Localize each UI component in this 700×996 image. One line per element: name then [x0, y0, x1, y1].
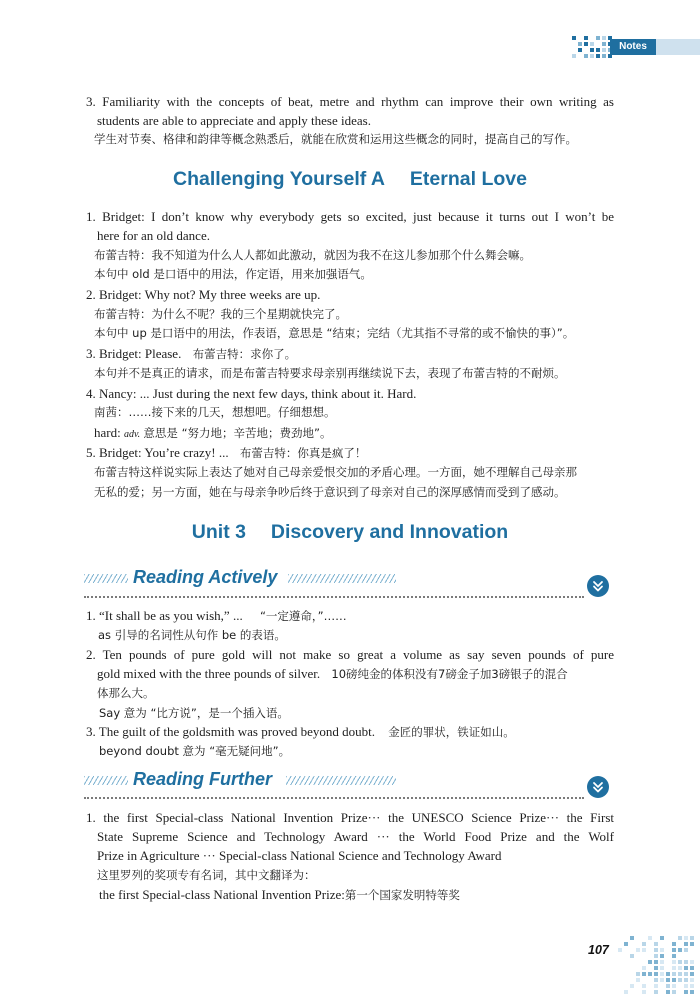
actively-note-2-line-3: 体那么大。	[97, 686, 155, 700]
actively-note-3-en: 3. The guilt of the goldsmith was proved beyond doubt.	[86, 724, 375, 739]
pixel-square	[602, 42, 606, 46]
double-chevron-down-icon[interactable]	[587, 575, 609, 597]
challenge-note-5-en: 5. Bridget: You’re crazy! ...	[86, 445, 229, 460]
actively-note-2-cn: 10磅纯金的体积没有7磅金子加3磅银子的混合	[331, 667, 568, 681]
challenge-note-1-line-1: 1. Bridget: I don’t know why everybody gets so excited, just because it turns out I won’t be	[86, 209, 614, 224]
pixel-square	[684, 972, 688, 976]
divider-dotted-further	[84, 797, 584, 799]
pixel-square	[690, 978, 694, 982]
challenge-note-5-cn: 布蕾吉特：你真是疯了！	[239, 446, 367, 460]
pixel-square	[678, 936, 682, 940]
pixel-square	[578, 48, 582, 52]
pixel-square	[672, 972, 676, 976]
pixel-square	[666, 978, 670, 982]
pixel-square	[602, 54, 606, 58]
divider-dotted-actively	[84, 596, 584, 598]
pixel-square	[596, 54, 600, 58]
pixel-square	[636, 948, 640, 952]
pixel-square	[660, 960, 664, 964]
pixel-square	[602, 48, 606, 52]
pixel-square	[678, 978, 682, 982]
challenge-note-1-explanation: 本句中 old 是口语中的用法，作定语，用来加强语气。	[94, 267, 372, 281]
actively-note-1-explanation: as 引导的名词性从句作 be 的表语。	[98, 628, 286, 642]
pixel-square	[654, 942, 658, 946]
pixel-square	[642, 942, 646, 946]
pixel-square	[660, 972, 664, 976]
pixel-square	[666, 972, 670, 976]
pixel-square	[660, 936, 664, 940]
pixel-square	[654, 990, 658, 994]
pixel-square	[684, 936, 688, 940]
challenge-note-4-hard	[94, 423, 332, 444]
pixel-square	[578, 42, 582, 46]
pixel-square	[572, 36, 576, 40]
page-number: 107	[588, 943, 609, 957]
pixel-square	[642, 990, 646, 994]
challenge-note-2: 2. Bridget: Why not? My three weeks are up.	[86, 287, 321, 302]
pixel-pattern-decoration	[618, 936, 700, 996]
pixel-square	[636, 972, 640, 976]
pixel-square	[654, 984, 658, 988]
pixel-square	[684, 948, 688, 952]
actively-note-1	[86, 606, 347, 626]
note-3-line-2: students are able to appreciate and apply these ideas.	[97, 113, 371, 128]
pixel-square	[648, 936, 652, 940]
section-title-challenging: Challenging Yourself A Eternal Love	[173, 168, 527, 190]
further-note-1-translation	[99, 885, 460, 905]
pixel-square	[654, 972, 658, 976]
pixel-square	[660, 954, 664, 958]
pixel-square	[648, 972, 652, 976]
pixel-square	[690, 990, 694, 994]
pixel-square	[660, 948, 664, 952]
section-title-reading-further: Reading Further	[133, 769, 273, 789]
challenge-note-3	[86, 344, 296, 364]
pixel-square	[690, 984, 694, 988]
challenge-note-3-en: 3. Bridget: Please.	[86, 346, 182, 361]
say-note: Say 意为 “比方说”，是一个插入语。	[99, 706, 289, 720]
pixel-square	[684, 966, 688, 970]
challenge-note-5	[86, 443, 366, 463]
pixel-square	[690, 966, 694, 970]
pixel-square	[624, 990, 628, 994]
actively-note-2-explanation	[99, 703, 289, 723]
adv-label: adv.	[123, 429, 141, 440]
pixel-square	[630, 936, 634, 940]
pixel-square	[642, 984, 646, 988]
further-note-1-line-1: 1. the first Special-class National Invention Prize··· the UNESCO Science Prize··· the First	[86, 810, 614, 825]
pixel-square	[678, 948, 682, 952]
pixel-square	[584, 42, 588, 46]
further-note-1-line-2: State Supreme Science and Technology Award ··· the World Food Prize and the Wolf	[97, 829, 614, 844]
stripe-left-actively	[84, 574, 128, 583]
pixel-square	[636, 978, 640, 982]
unit-title: Unit 3 Discovery and Innovation	[191, 521, 509, 543]
hard-word: hard:	[94, 425, 121, 440]
pixel-square	[690, 972, 694, 976]
stripe-right-further	[286, 776, 396, 785]
pixel-square	[672, 942, 676, 946]
pixel-square	[654, 954, 658, 958]
pixel-square	[654, 960, 658, 964]
pixel-square	[678, 972, 682, 976]
pixel-square	[672, 978, 676, 982]
pixel-square	[654, 948, 658, 952]
pixel-square	[590, 42, 594, 46]
challenge-note-5-explanation-2: 无私的爱；另一方面，她在与母亲争吵后终于意识到了母亲对自己的深厚感情而受到了感动。	[94, 485, 566, 499]
prize-en: the first Special-class National Invention Prize:	[99, 887, 345, 902]
stripe-left-further	[84, 776, 128, 785]
further-note-1-intro: 这里罗列的奖项专有名词，其中文翻译为：	[97, 868, 316, 882]
prize-cn: 第一个国家发明特等奖	[344, 888, 460, 902]
actively-note-1-cn: “一定遵命，”……	[259, 609, 347, 623]
actively-note-2-line-1: 2. Ten pounds of pure gold will not make so great a volume as say seven pounds of pure	[86, 647, 614, 662]
pixel-square	[602, 36, 606, 40]
actively-note-3	[86, 722, 515, 742]
pixel-square	[672, 984, 676, 988]
challenge-note-4-translation: 南茜：……接下来的几天，想想吧。仔细想想。	[94, 405, 336, 419]
pixel-square	[666, 984, 670, 988]
pixel-square	[684, 942, 688, 946]
pixel-square	[678, 966, 682, 970]
pixel-square	[584, 54, 588, 58]
actively-note-1-en: 1. “It shall be as you wish,” ...	[86, 608, 243, 623]
pixel-square	[666, 990, 670, 994]
pixel-square	[642, 948, 646, 952]
notes-tag: Notes	[610, 39, 656, 55]
pixel-square	[630, 954, 634, 958]
pixel-square	[660, 966, 664, 970]
beyond-doubt-note: beyond doubt 意为 “毫无疑问地”。	[99, 744, 291, 758]
challenge-note-2-translation: 布蕾吉特：为什么不呢？我的三个星期就快完了。	[94, 307, 347, 321]
section-title-reading-actively: Reading Actively	[133, 567, 278, 587]
challenge-note-3-explanation: 本句并不是真正的请求，而是布蕾吉特要求母亲别再继续说下去，表现了布蕾吉特的不耐烦。	[94, 366, 566, 380]
note-3-line-1: 3. Familiarity with the concepts of beat, metre and rhythm can improve their own writing as	[86, 94, 614, 109]
actively-note-3-cn: 金匠的罪状，铁证如山。	[388, 725, 515, 739]
challenge-note-1-line-2: here for an old dance.	[97, 228, 210, 243]
further-note-1-line-3: Prize in Agriculture ··· Special-class National Science and Technology Award	[97, 848, 502, 863]
pixel-square	[672, 960, 676, 964]
challenge-note-4: 4. Nancy: ... Just during the next few days, think about it. Hard.	[86, 386, 417, 401]
pixel-square	[690, 936, 694, 940]
pixel-square	[596, 36, 600, 40]
pixel-square	[590, 54, 594, 58]
pixel-square	[642, 966, 646, 970]
actively-note-2-en: gold mixed with the three pounds of silver.	[97, 666, 321, 681]
pixel-square	[596, 48, 600, 52]
double-chevron-down-icon[interactable]	[587, 776, 609, 798]
note-3-translation: 学生对节奏、格律和韵律等概念熟悉后，就能在欣赏和运用这些概念的同时，提高自己的写作。	[94, 132, 577, 146]
challenge-note-1-translation: 布蕾吉特：我不知道为什么人人都如此激动，就因为我不在这儿参加那个什么舞会嘛。	[94, 248, 531, 262]
pixel-square	[672, 954, 676, 958]
challenge-note-2-explanation: 本句中 up 是口语中的用法，作表语，意思是 “结束；完结（尤其指不寻常的或不愉快的事）”。	[94, 326, 575, 340]
header-band	[656, 39, 700, 55]
pixel-square	[684, 984, 688, 988]
pixel-square	[684, 978, 688, 982]
pixel-square	[648, 960, 652, 964]
stripe-right-actively	[288, 574, 396, 583]
actively-note-2-line-2	[97, 664, 568, 684]
pixel-square	[618, 948, 622, 952]
hard-meaning: 意思是 “努力地；辛苦地；费劲地”。	[143, 426, 332, 440]
pixel-square	[690, 960, 694, 964]
pixel-square	[630, 984, 634, 988]
pixel-square	[678, 960, 682, 964]
pixel-square	[690, 942, 694, 946]
pixel-square	[660, 978, 664, 982]
pixel-square	[590, 48, 594, 52]
pixel-square	[654, 966, 658, 970]
pixel-square	[584, 36, 588, 40]
pixel-square	[654, 978, 658, 982]
pixel-square	[684, 960, 688, 964]
challenge-note-5-explanation-1: 布蕾吉特这样说实际上表达了她对自己母亲爱恨交加的矛盾心理。一方面，她不理解自己母亲那	[94, 465, 577, 479]
pixel-square	[572, 54, 576, 58]
challenge-note-3-cn: 布蕾吉特：求你了。	[192, 347, 297, 361]
pixel-square	[672, 966, 676, 970]
actively-note-3-explanation	[99, 741, 290, 761]
pixel-square	[642, 972, 646, 976]
pixel-square	[624, 942, 628, 946]
pixel-square	[672, 990, 676, 994]
pixel-square	[672, 948, 676, 952]
pixel-square	[684, 990, 688, 994]
